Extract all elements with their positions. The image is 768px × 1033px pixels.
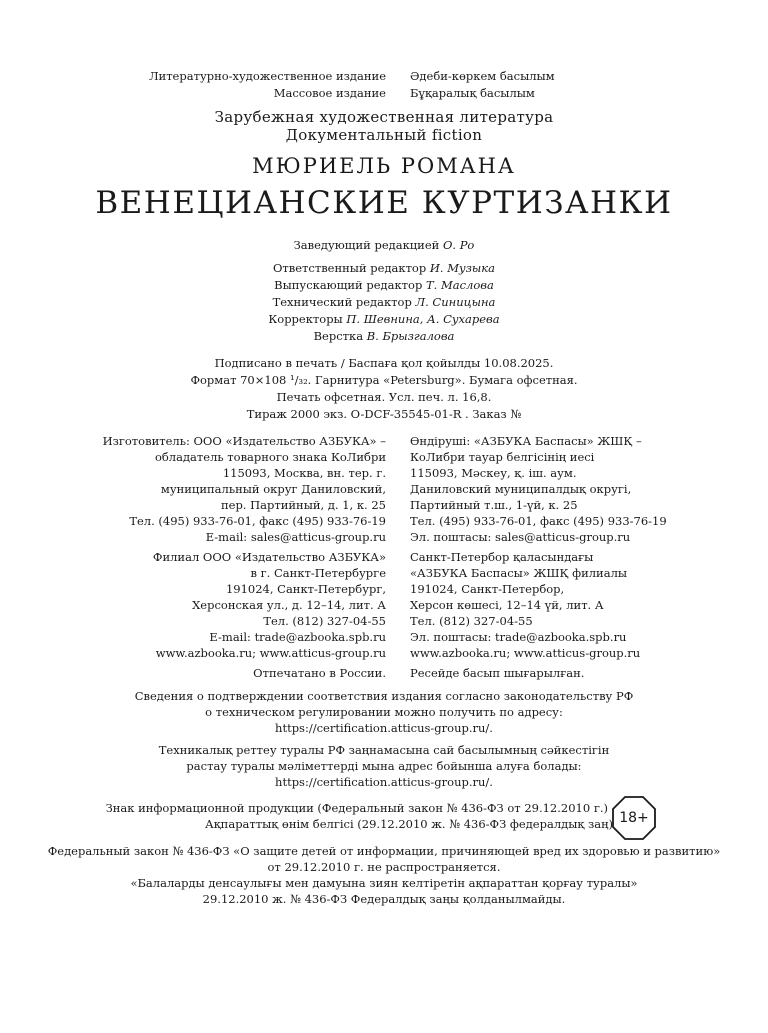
printed-right: Ресейде басып шығарылған. [410, 666, 585, 680]
manufacturer-right-4: Даниловский муниципалдық округі, [410, 482, 632, 496]
manufacturer-left-2: обладатель товарного знака КоЛибри [154, 450, 386, 464]
book-title: ВЕНЕЦИАНСКИЕ КУРТИЗАНКИ [95, 185, 673, 221]
credit-line [0, 237, 768, 254]
certification-kz-line-1: Техникалық реттеу туралы РФ заңнамасына сай басылымның сәйкестігін [158, 743, 610, 757]
credit-person: В. Брызгалова [366, 329, 455, 343]
manufacturer-left-1: Изготовитель: ООО «Издательство АЗБУКА» – [102, 434, 386, 448]
branch-left-1: Филиал ООО «Издательство АЗБУКА» [152, 550, 386, 564]
credit-line [0, 294, 768, 311]
credit-role: Технический редактор [272, 295, 416, 309]
credit-role: Выпускающий редактор [274, 278, 423, 292]
credit-line [0, 311, 768, 328]
credit-person: Т. Маслова [425, 278, 494, 292]
header-left-line-2: Массовое издание [273, 86, 386, 100]
certification-kz-line-3: https://certification.atticus-group.ru/. [275, 775, 493, 789]
credit-role: Заведующий редакцией [293, 238, 440, 252]
branch-right-1: Санкт-Петербор қаласындағы [410, 550, 594, 564]
manufacturer-left-3: 115093, Москва, вн. тер. г. [222, 466, 386, 480]
credit-role: Верстка [313, 329, 367, 343]
credit-person: О. Ро [442, 238, 475, 252]
federal-law-line-1: Федеральный закон № 436-ФЗ «О защите детей от информации, причиняющей вред их здоровью и развитию» [47, 844, 721, 858]
author-name: МЮРИЕЛЬ РОМАНА [252, 154, 516, 178]
certification-ru-line-2: о техническом регулировании можно получить по адресу: [205, 705, 563, 719]
print-info-line-2: Формат 70×108 ¹/₃₂. Гарнитура «Petersburg». Бумага офсетная. [190, 373, 578, 387]
website-left: www.azbooka.ru; www.atticus-group.ru [155, 646, 386, 660]
certification-ru-line-3: https://certification.atticus-group.ru/. [275, 721, 493, 735]
info-mark-line-2: Ақпараттық өнім белгісі (29.12.2010 ж. № 436-ФЗ федералдық заң) [205, 817, 613, 831]
branch-left-5: Тел. (812) 327-04-55 [263, 614, 386, 628]
federal-law-line-3: «Балаларды денсаулығы мен дамуына зиян келтіретін ақпараттан қорғау туралы» [130, 876, 638, 890]
manufacturer-right-1: Өндіруші: «АЗБУКА Баспасы» ЖШҚ – [410, 434, 642, 448]
branch-right-4: Херсон көшесі, 12–14 үй, лит. А [410, 598, 604, 612]
manufacturer-left-6: Тел. (495) 933-76-01, факс (495) 933-76-19 [129, 514, 386, 528]
series-line-1: Зарубежная художественная литература [214, 108, 554, 126]
credit-person: Л. Синицына [415, 295, 496, 309]
branch-right-6: Эл. поштасы: trade@azbooka.spb.ru [410, 630, 627, 644]
branch-right-3: 191024, Санкт-Петербор, [410, 582, 565, 596]
branch-left-6: E-mail: trade@azbooka.spb.ru [209, 630, 386, 644]
printed-left: Отпечатано в России. [253, 666, 386, 680]
branch-left-4: Херсонская ул., д. 12–14, лит. А [192, 598, 386, 612]
federal-law-line-4: 29.12.2010 ж. № 436-ФЗ Федералдық заңы қолданылмайды. [202, 892, 566, 906]
print-info-line-4: Тираж 2000 экз. O-DCF-35545-01-R . Заказ № [246, 407, 522, 421]
info-mark-line-1: Знак информационной продукции (Федеральный закон № 436-ФЗ от 29.12.2010 г.) [105, 801, 608, 815]
credit-line [0, 277, 768, 294]
branch-left-3: 191024, Санкт-Петербург, [225, 582, 386, 596]
manufacturer-right-6: Тел. (495) 933-76-01, факс (495) 933-76-19 [410, 514, 667, 528]
credit-line [0, 260, 768, 277]
print-info-line-3: Печать офсетная. Усл. печ. л. 16,8. [276, 390, 492, 404]
print-info-line-1: Подписано в печать / Баспаға қол қойылды 10.08.2025. [214, 356, 554, 370]
header-right-line-2: Бұқаралық басылым [410, 86, 535, 100]
branch-right-2: «АЗБУКА Баспасы» ЖШҚ филиалы [410, 566, 628, 580]
credit-role: Корректоры [268, 312, 343, 326]
age-rating-text: 18+ [619, 810, 649, 826]
credit-line [0, 328, 768, 345]
credit-person: И. Музыка [429, 261, 496, 275]
header-right-line-1: Әдеби-көркем басылым [410, 69, 555, 83]
website-right: www.azbooka.ru; www.atticus-group.ru [410, 646, 641, 660]
manufacturer-left-5: пер. Партийный, д. 1, к. 25 [220, 498, 386, 512]
series-line-2: Документальный fiction [285, 126, 483, 144]
manufacturer-left-7: E-mail: sales@atticus-group.ru [205, 530, 386, 544]
manufacturer-right-7: Эл. поштасы: sales@atticus-group.ru [410, 530, 631, 544]
certification-kz-line-2: растау туралы мәліметтерді мына адрес бойынша алуға болады: [186, 759, 582, 773]
manufacturer-right-3: 115093, Мәскеу, қ. іш. аум. [410, 466, 577, 480]
header-left-line-1: Литературно-художественное издание [148, 69, 386, 83]
age-rating-badge [611, 795, 657, 841]
branch-left-2: в г. Санкт-Петербурге [250, 566, 386, 580]
credit-role: Ответственный редактор [272, 261, 427, 275]
federal-law-line-2: от 29.12.2010 г. не распространяется. [267, 860, 501, 874]
credit-person: П. Шевнина, А. Сухарева [346, 312, 500, 326]
manufacturer-left-4: муниципальный округ Даниловский, [160, 482, 386, 496]
manufacturer-right-2: КоЛибри тауар белгісінің иесі [410, 450, 595, 464]
certification-ru-line-1: Сведения о подтверждении соответствия издания согласно законодательству РФ [134, 689, 634, 703]
branch-right-5: Тел. (812) 327-04-55 [410, 614, 533, 628]
manufacturer-right-5: Партийный т.ш., 1-үй, к. 25 [410, 498, 578, 512]
